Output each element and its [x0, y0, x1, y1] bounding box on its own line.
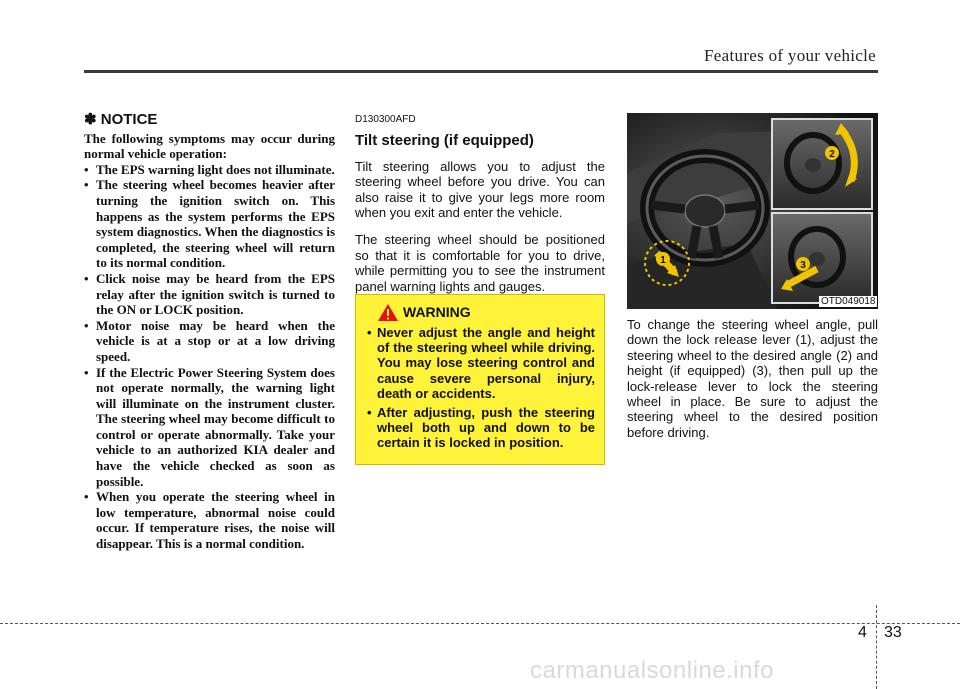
section-paragraph: Tilt steering allows you to adjust the steering wheel before you drive. You can also raise it to give your legs more room when you exit and enter the vehicle.	[355, 158, 605, 221]
notice-item: • Click noise may be heard from the EPS relay after the ignition switch is turned to the ON or LOCK position.	[84, 271, 335, 318]
notice-list	[84, 162, 335, 552]
watermark: carmanualsonline.info	[530, 657, 774, 684]
section-code: D130300AFD	[355, 114, 416, 125]
page-number: 33	[884, 624, 902, 641]
warning-box	[355, 294, 605, 465]
angle-inset	[772, 119, 872, 209]
steering-wheel-image	[627, 113, 878, 309]
notice-item: • Motor noise may be heard when the vehicle is at a stop or at a low driving speed.	[84, 318, 335, 365]
chapter-number: 4	[858, 624, 867, 641]
callout-2: 2	[829, 149, 835, 160]
notice-item: • When you operate the steering wheel in low temperature, abnormal noise could occur. If temperature rises, the noise will disappear. This is a normal condition.	[84, 489, 335, 551]
notice-intro: The following symptoms may occur during normal vehicle operation:	[84, 130, 335, 162]
warning-item: • After adjusting, push the steering wheel both up and down to be certain it is locked in position.	[365, 405, 595, 451]
tilt-steering-section	[355, 112, 605, 306]
footer-divider	[876, 605, 877, 689]
header-section-title: Features of your vehicle	[704, 46, 876, 65]
steering-adjustment-illustration	[627, 113, 878, 309]
figure-label: OTD049018	[821, 296, 876, 307]
warning-title: WARNING	[403, 303, 471, 320]
warning-triangle-icon	[377, 303, 399, 322]
instructions-text: To change the steering wheel angle, pull down the lock release lever (1), adjust the steering wheel to the desired angle (2) and height (if equipped) (3), then pull up the lock-release lever to lock the steering wheel in place. Be sure to adjust the steering wheel to the desired position before driving.	[627, 317, 878, 440]
header-rule	[84, 70, 878, 73]
footer-rule	[0, 623, 960, 624]
notice-title: ✽ NOTICE	[84, 111, 158, 128]
warning-item: • Never adjust the angle and height of the steering wheel while driving. You may lose steering control and cause severe personal injury, death or accidents.	[365, 325, 595, 401]
notice-item: • If the Electric Power Steering System does not operate normally, the warning light will illuminate on the instrument cluster. The steering wheel may become difficult to control or operate abnormally. Take your vehicle to an authorized KIA dealer and have the vehicle checked as soon as possible.	[84, 365, 335, 490]
callout-3: 3	[800, 260, 806, 271]
notice-column	[84, 112, 335, 552]
section-paragraph: The steering wheel should be positioned so that it is comfortable for you to drive, while permitting you to see the instrument panel warning lights and gauges.	[355, 232, 605, 294]
notice-item: • The steering wheel becomes heavier after turning the ignition switch on. This happens as the system performs the EPS system diagnostics. When the diagnostics is completed, the steering wheel will return to its normal condition.	[84, 177, 335, 271]
section-title: Tilt steering (if equipped)	[355, 132, 534, 150]
warning-list	[365, 325, 595, 451]
height-inset	[772, 213, 872, 303]
callout-1: 1	[660, 255, 666, 266]
warning-header	[377, 303, 595, 322]
notice-item: • The EPS warning light does not illuminate.	[84, 162, 335, 178]
instructions-column	[627, 317, 878, 440]
